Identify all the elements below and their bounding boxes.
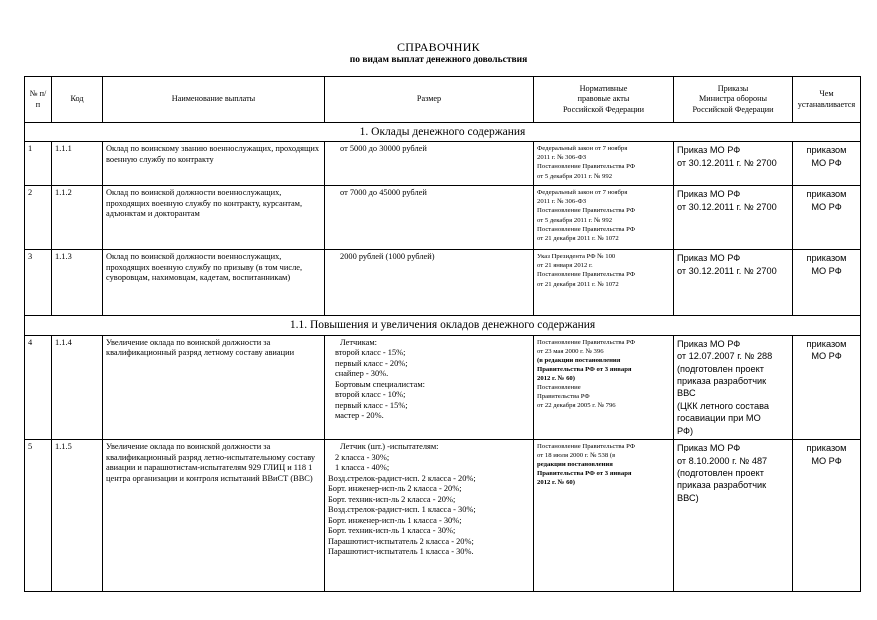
table-row [25, 335, 861, 439]
header-established-by: Чем устанавливается [793, 77, 861, 123]
row-established-by: приказом МО РФ [793, 142, 861, 186]
row-orders: Приказ МО РФ от 12.07.2007 г. № 288 (подготовлен проект приказа разработчик ВВС (ЦКК летного состава госавиации при МО РФ) [674, 335, 793, 439]
header-legal-acts: Нормативные правовые акты Российской Федерации [534, 77, 674, 123]
row-code: 1.1.5 [52, 440, 103, 592]
row-name: Увеличение оклада по воинской должности за квалификационный разряд летно-испытательному составу авиации и парашютистам-испытателям 929 ГЛИЦ и 118 1 центра организации и контроля испытаний ВВиСТ (ВВС) [103, 440, 325, 592]
row-size: от 7000 до 45000 рублей [325, 186, 534, 250]
row-code: 1.1.3 [52, 250, 103, 316]
row-num: 3 [25, 250, 52, 316]
row-orders: Приказ МО РФ от 30.12.2011 г. № 2700 [674, 142, 793, 186]
row-size: Летчикам: второй класс - 15%; первый класс - 20%; снайпер - 30%. Бортовым специалистам: второй класс - 10%; первый класс - 15%; мастер - 20%. [325, 335, 534, 439]
row-orders: Приказ МО РФ от 30.12.2011 г. № 2700 [674, 186, 793, 250]
row-num: 2 [25, 186, 52, 250]
row-size: 2000 рублей (1000 рублей) [325, 250, 534, 316]
row-num: 1 [25, 142, 52, 186]
table-row [25, 440, 861, 592]
row-size: Летчик (шт.) -испытателям: 2 класса - 30%; 1 класса - 40%; Возд.стрелок-радист-исп. 2 класса - 20%; Борт. инженер-исп-ль 2 класса - 20%; Борт. техник-исп-ль 2 класса - 20%; Возд.стрелок-радист-исп. 1 класса - 30%; Борт. инженер-исп-ль 1 класса - 30%; Борт. техник-исп-ль 1 класса - 30%; Парашютист-испытатель 2 класса - 20%; Парашютист-испытатель 1 класса - 30%. [325, 440, 534, 592]
header-row [25, 77, 861, 123]
row-num: 4 [25, 335, 52, 439]
table-row [25, 186, 861, 250]
section-row-increases [25, 316, 861, 335]
row-established-by: приказом МО РФ [793, 335, 861, 439]
row-name: Оклад по воинской должности военнослужащих, проходящих военную службу по призыву (в том числе, суворовцам, нахимовцам, кадетам, воспитанникам) [103, 250, 325, 316]
row-legal-acts: Постановление Правительства РФ от 18 июля 2000 г. № 538 (в редакции постановления Правительства РФ от 3 января 2012 г. № 60) [534, 440, 674, 592]
row-name: Увеличение оклада по воинской должности за квалификационный разряд летному составу авиации [103, 335, 325, 439]
row-size: от 5000 до 30000 рублей [325, 142, 534, 186]
row-name: Оклад по воинской должности военнослужащих, проходящих военную службу по контракту, курсантам, адъюнктам и докторантам [103, 186, 325, 250]
header-size: Размер [325, 77, 534, 123]
header-num: № п/п [25, 77, 52, 123]
row-legal-acts: Федеральный закон от 7 ноября 2011 г. № 306-ФЗ Постановление Правительства РФ от 5 декабря 2011 г. № 992 Постановление Правительства РФ от 21 декабря 2011 г. № 1072 [534, 186, 674, 250]
document-subtitle: по видам выплат денежного довольствия [349, 55, 528, 65]
row-code: 1.1.1 [52, 142, 103, 186]
row-num: 5 [25, 440, 52, 592]
row-established-by: приказом МО РФ [793, 440, 861, 592]
header-orders: Приказы Министра обороны Российской Федерации [674, 77, 793, 123]
row-legal-acts: Федеральный закон от 7 ноября 2011 г. № 306-ФЗ Постановление Правительства РФ от 5 декабря 2011 г. № 992 [534, 142, 674, 186]
table-row [25, 250, 861, 316]
document-title: СПРАВОЧНИК [397, 40, 480, 54]
section-row-salaries [25, 123, 861, 142]
row-orders: Приказ МО РФ от 30.12.2011 г. № 2700 [674, 250, 793, 316]
row-legal-acts: Указ Президента РФ № 100 от 21 января 2012 г. Постановление Правительства РФ от 21 декабря 2011 г. № 1072 [534, 250, 674, 316]
row-legal-acts: Постановление Правительства РФ от 23 мая 2000 г. № 396 (в редакции постановления Правительства РФ от 3 января 2012 г. № 60) Постановление Правительства РФ от 22 декабря 2005 г. № 796 [534, 335, 674, 439]
header-code: Код [52, 77, 103, 123]
header-name: Наименование выплаты [103, 77, 325, 123]
section-title: 1. Оклады денежного содержания [25, 123, 861, 142]
section-title: 1.1. Повышения и увеличения окладов денежного содержания [25, 316, 861, 335]
row-orders: Приказ МО РФ от 8.10.2000 г. № 487 (подготовлен проект приказа разработчик ВВС) [674, 440, 793, 592]
row-name: Оклад по воинскому званию военнослужащих, проходящих военную службу по контракту [103, 142, 325, 186]
row-established-by: приказом МО РФ [793, 250, 861, 316]
row-code: 1.1.4 [52, 335, 103, 439]
payments-table [24, 76, 861, 592]
row-established-by: приказом МО РФ [793, 186, 861, 250]
table-row [25, 142, 861, 186]
row-code: 1.1.2 [52, 186, 103, 250]
